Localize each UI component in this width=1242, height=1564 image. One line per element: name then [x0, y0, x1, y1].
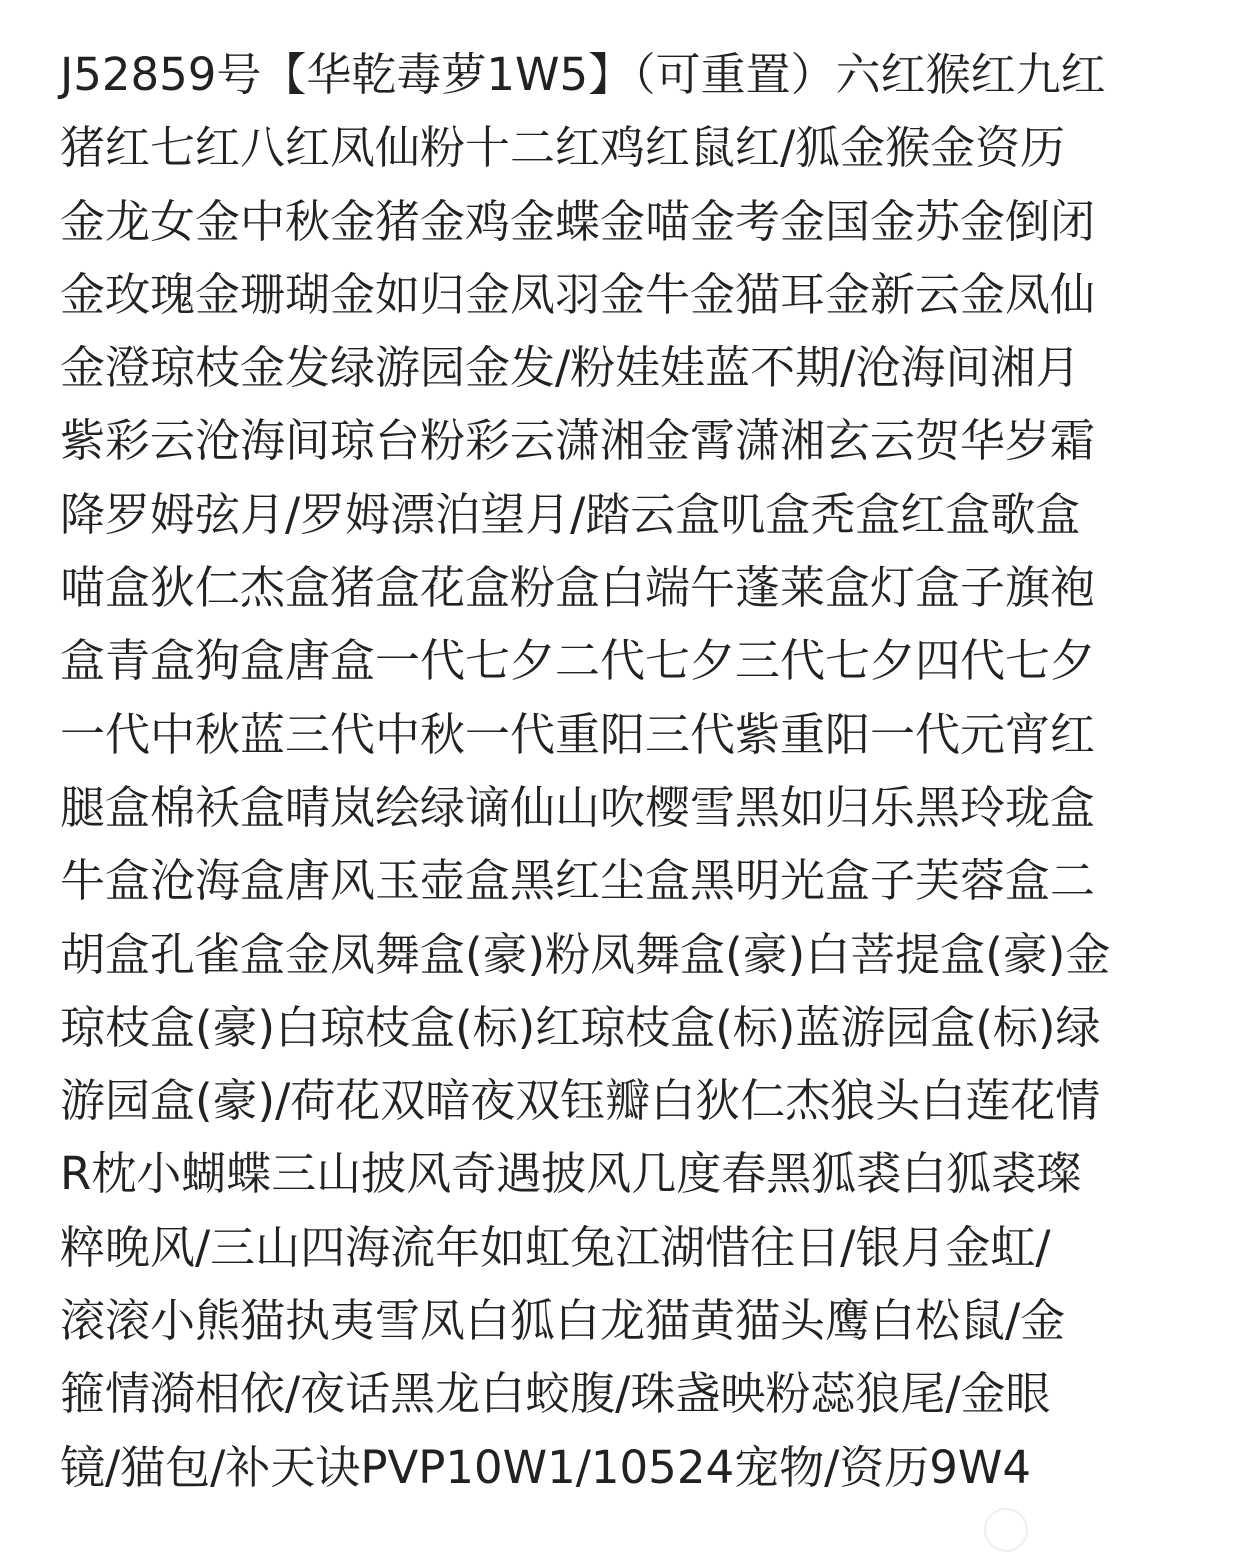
- text-line: 喵盒狄仁杰盒猪盒花盒粉盒白端午蓬莱盒灯盒子旗袍: [60, 561, 1096, 615]
- text-line: 腿盒棉袄盒晴岚绘绿谪仙山吹樱雪黑如归乐黑玲珑盒: [60, 780, 1096, 834]
- text-line: 牛盒沧海盒唐风玉壶盒黑红尘盒黑明光盒子芙蓉盒二: [60, 854, 1096, 908]
- text-line: 箍情漪相依/夜话黑龙白蛟腹/珠盏映粉蕊狼尾/金眼: [60, 1367, 1051, 1421]
- text-line: 琼枝盒(豪)白琼枝盒(标)红琼枝盒(标)蓝游园盒(标)绿: [60, 1000, 1101, 1054]
- text-line: 金龙女金中秋金猪金鸡金蝶金喵金考金国金苏金倒闭: [60, 194, 1096, 248]
- text-line: 镜/猫包/补天诀PVP10W1/10524宠物/资历9W4: [60, 1440, 1031, 1494]
- text-line: J52859号【华乾毒萝1W5】（可重置）六红猴红九红: [60, 48, 1106, 101]
- text-line: 一代中秋蓝三代中秋一代重阳三代紫重阳一代元宵红: [60, 707, 1096, 761]
- text-line: 金玫瑰金珊瑚金如归金凤羽金牛金猫耳金新云金凤仙: [60, 267, 1096, 321]
- text-line: 紫彩云沧海间琼台粉彩云潇湘金霄潇湘玄云贺华岁霜: [60, 414, 1096, 468]
- text-line: 游园盒(豪)/荷花双暗夜双钰瓣白狄仁杰狼头白莲花情: [60, 1074, 1101, 1128]
- text-line: 猪红七红八红凤仙粉十二红鸡红鼠红/狐金猴金资历: [60, 121, 1066, 175]
- document-body: [60, 38, 1200, 1504]
- text-line: 胡盒孔雀盒金凤舞盒(豪)粉凤舞盒(豪)白菩提盒(豪)金: [60, 927, 1111, 981]
- text-line: 盒青盒狗盒唐盒一代七夕二代七夕三代七夕四代七夕: [60, 634, 1096, 688]
- text-line: 粹晚风/三山四海流年如虹兔江湖惜往日/银月金虹/: [60, 1220, 1051, 1274]
- text-line: 降罗姆弦月/罗姆漂泊望月/踏云盒叽盒秃盒红盒歌盒: [60, 487, 1081, 541]
- text-line: R枕小蝴蝶三山披风奇遇披风几度春黑狐裘白狐裘璨: [60, 1147, 1082, 1201]
- text-line: 滚滚小熊猫执夷雪凤白狐白龙猫黄猫头鹰白松鼠/金: [60, 1294, 1066, 1348]
- text-line: 金澄琼枝金发绿游园金发/粉娃娃蓝不期/沧海间湘月: [60, 341, 1081, 395]
- watermark-icon: [984, 1508, 1028, 1552]
